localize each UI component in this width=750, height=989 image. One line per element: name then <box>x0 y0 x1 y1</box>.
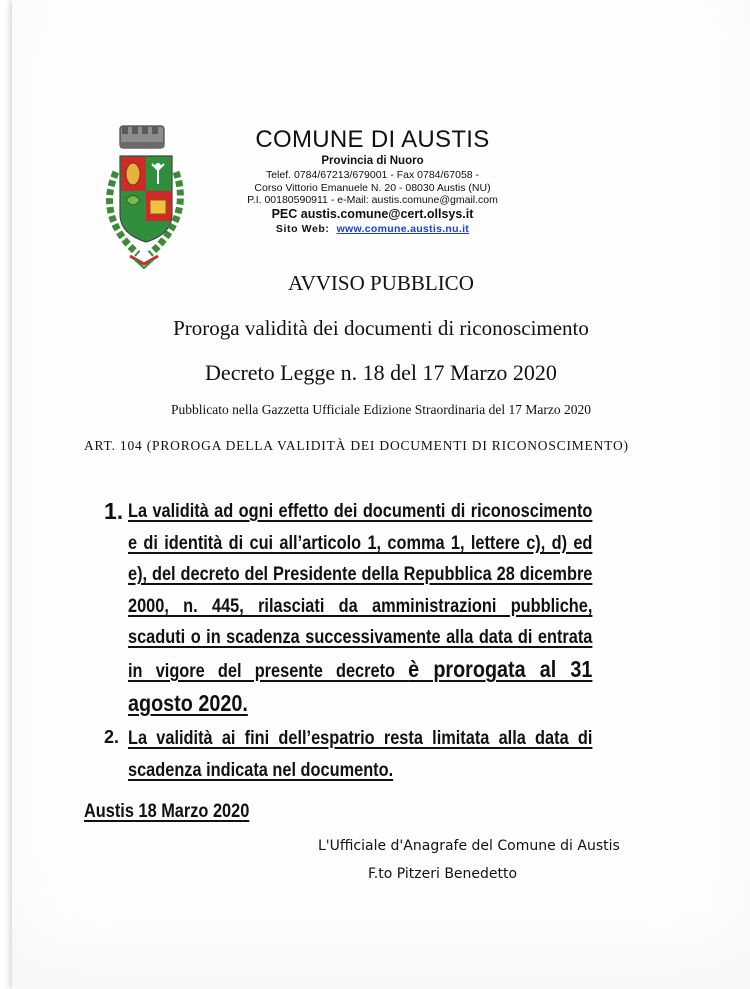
website-label: Sito Web: <box>275 222 330 235</box>
municipality-title: COMUNE DI AUSTIS <box>255 126 490 153</box>
postal-address: Corso Vittorio Emanuele N. 20 - 08030 Austis (NU) <box>254 181 491 194</box>
notice-subject: Proroga validità dei documenti di riconoscimento <box>173 316 589 340</box>
decree-title: Decreto Legge n. 18 del 17 Marzo 2020 <box>205 360 557 385</box>
place-date: Austis 18 Marzo 2020 <box>84 801 250 822</box>
notice-heading: AVVISO PUBBLICO <box>288 271 474 295</box>
province: Provincia di Nuoro <box>321 155 424 167</box>
list-item <box>104 723 668 786</box>
coat-of-arms-icon <box>86 122 198 270</box>
letterhead <box>200 126 545 236</box>
item-text: La validità ai fini dell’espatrio resta limitata alla data di scadenza indicata nel documento. <box>128 728 593 781</box>
item-emphasis: è prorogata al 31 agosto 2020. <box>128 655 593 716</box>
article-title: ART. 104 (PROROGA DELLA VALIDITÀ DEI DOCUMENTI DI RICONOSCIMENTO) <box>84 438 629 453</box>
item-number: 2. <box>104 727 120 748</box>
item-number: 1. <box>104 498 124 524</box>
website-line <box>200 222 545 236</box>
item-text: La validità ad ogni effetto dei documenti di riconoscimento e di identità di cui all’articolo 1, comma 1, lettere c), d) ed e), del decreto del Presidente della Repubblica 28 dicembre 2000, n. 445, rilasciati da amministrazioni pubbliche, scaduti o in scadenza successivamente alla data di entrata in vigore del presente decreto è prorogata al 31 agosto 2020. <box>128 501 593 716</box>
website-link[interactable]: www.comune.austis.nu.it <box>336 222 470 235</box>
vat-email: P.I. 00180590911 - e-Mail: austis.comune@gmail.com <box>247 194 498 206</box>
phone-fax: Telef. 0784/67213/679001 - Fax 0784/67058 - <box>265 169 480 181</box>
signature-name: F.to Pitzeri Benedetto <box>368 866 518 882</box>
provisions-list <box>104 496 668 786</box>
pec-address: PEC austis.comune@cert.ollsys.it <box>271 206 474 221</box>
gazette-note: Pubblicato nella Gazzetta Ufficiale Edizione Straordinaria del 17 Marzo 2020 <box>171 402 591 417</box>
list-item <box>104 496 668 721</box>
signature-office: L'Ufficiale d'Anagrafe del Comune di Austis <box>318 838 620 854</box>
